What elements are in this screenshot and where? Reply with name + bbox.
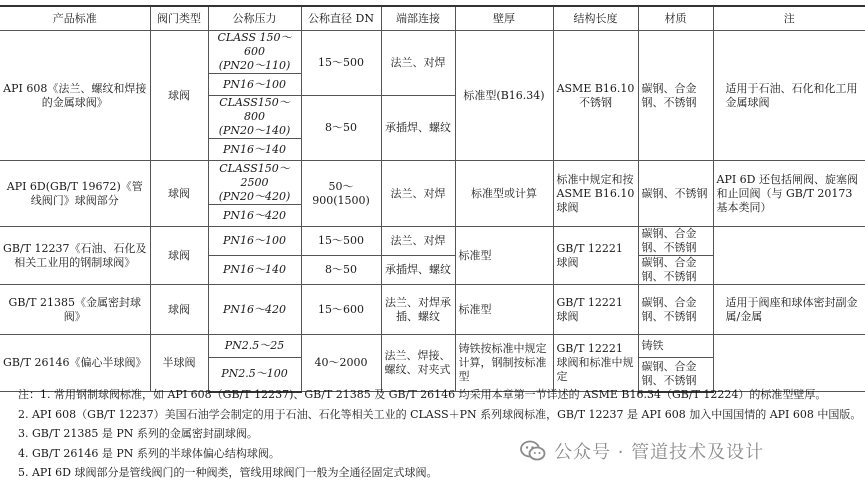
cell-diameter: 40～2000 xyxy=(301,335,381,392)
cell-pressure: PN16～100 xyxy=(208,74,301,96)
note-line: 2. API 608（GB/T 12237）美国石油学会制定的用于石油、石化等相关工业的 CLASS＋PN 系列球阀标准，GB/T 12237 是 API 608 加入中国国情的 API 608 中国版。 xyxy=(18,407,862,421)
cell-pressure xyxy=(208,31,301,74)
table-row xyxy=(0,285,865,335)
cell-wall-thickness: 铸铁按标准中规定计算，钢制按标准型 xyxy=(455,335,553,392)
cell-note: 适用于石油、石化和化工用金属球阀 xyxy=(713,31,865,161)
table-row xyxy=(0,161,865,205)
cell-wall-thickness: 标准型 xyxy=(455,227,553,285)
table-row xyxy=(0,335,865,358)
header-end-connection: 端部连接 xyxy=(381,6,455,31)
cell-structure-length: GB/T 12221 球阀和标准中规定 xyxy=(553,335,638,392)
cell-diameter: 8～50 xyxy=(301,96,381,161)
cell-standard: GB/T 21385《金属密封球阀》 xyxy=(0,285,150,335)
note-line: 4. GB/T 26146 是 PN 系列的半球体偏心结构球阀。 xyxy=(18,446,280,460)
cell-structure-length: GB/T 12221 球阀 xyxy=(553,227,638,285)
note-line: 注：1. 常用钢制球阀标准，如 API 608（GB/T 12237)、GB/T 21385 及 GB/T 26146 均采用本章第一节详述的 ASME B16.34（GB/T 12224）的标准型壁厚。 xyxy=(18,388,827,401)
note-line: 3. GB/T 21385 是 PN 系列的金属密封副球阀。 xyxy=(18,427,258,440)
cell-standard: API 608《法兰、螺纹和焊接的金属球阀》 xyxy=(0,31,150,161)
table-header-row xyxy=(0,6,865,31)
cell-valve-type: 球阀 xyxy=(150,285,208,335)
cell-material: 碳钢、不锈钢 xyxy=(638,161,713,227)
cell-end-connection: 法兰、对焊 xyxy=(381,31,455,96)
header-valve-type: 阀门类型 xyxy=(150,6,208,31)
cell-end-connection: 承插焊、螺纹 xyxy=(381,96,455,161)
table-notes xyxy=(18,385,862,483)
cell-standard: API 6D(GB/T 19672)《管线阀门》球阀部分 xyxy=(0,161,150,227)
cell-pressure: PN16～140 xyxy=(208,256,301,285)
cell-pressure xyxy=(208,161,301,205)
cell-end-connection: 法兰、对焊承插、螺纹 xyxy=(381,285,455,335)
cell-diameter: 8～50 xyxy=(301,256,381,285)
cell-diameter: 50～900(1500) xyxy=(301,161,381,227)
cell-note xyxy=(713,227,865,285)
cell-note xyxy=(713,335,865,392)
cell-diameter: 15～500 xyxy=(301,227,381,256)
pressure-class: CLASS150～2500 xyxy=(219,161,290,189)
cell-diameter: 15～500 xyxy=(301,31,381,96)
cell-pressure: PN2.5～25 xyxy=(208,335,301,358)
cell-standard: GB/T 12237《石油、石化及相关工业用的钢制球阀》 xyxy=(0,227,150,285)
cell-end-connection: 法兰、对焊 xyxy=(381,227,455,256)
pressure-pn: (PN20～140) xyxy=(218,124,291,137)
cell-material: 碳钢、合金钢、不锈钢 xyxy=(638,285,713,335)
wechat-icon xyxy=(520,440,546,462)
cell-wall-thickness: 标准型 xyxy=(455,285,553,335)
header-material: 材质 xyxy=(638,6,713,31)
cell-material: 碳钢、合金钢、不锈钢 xyxy=(638,358,713,392)
cell-wall-thickness: 标准型(B16.34) xyxy=(455,31,553,161)
cell-material: 碳钢、合金钢、不锈钢 xyxy=(638,256,713,285)
cell-pressure: PN16～140 xyxy=(208,139,301,161)
cell-material: 铸铁 xyxy=(638,335,713,358)
header-standard: 产品标准 xyxy=(0,6,150,31)
cell-material: 碳钢、合金钢、不锈钢 xyxy=(638,227,713,256)
cell-structure-length: ASME B16.10 不锈钢 xyxy=(553,31,638,161)
cell-pressure: PN16～420 xyxy=(208,285,301,335)
cell-note: API 6D 还包括闸阀、旋塞阀和止回阀（与 GB/T 20173 基本类同） xyxy=(713,161,865,227)
cell-note: 适用于阀座和球体密封副金属/金属 xyxy=(713,285,865,335)
table-row xyxy=(0,227,865,256)
table-row xyxy=(0,31,865,74)
cell-valve-type: 球阀 xyxy=(150,161,208,227)
cell-structure-length: 标准中规定和按 ASME B16.10 球阀 xyxy=(553,161,638,227)
cell-material: 碳钢、合金钢、不锈钢 xyxy=(638,31,713,161)
cell-end-connection: 法兰、焊接、螺纹、对夹式 xyxy=(381,335,455,392)
header-wall-thickness: 壁厚 xyxy=(455,6,553,31)
pressure-pn: (PN20～420) xyxy=(218,189,291,203)
pressure-class: CLASS 150～600 xyxy=(217,31,292,58)
cell-pressure: PN16～100 xyxy=(208,227,301,256)
pressure-pn: (PN20～110) xyxy=(218,59,291,72)
cell-pressure xyxy=(208,96,301,139)
cell-valve-type: 半球阀 xyxy=(150,335,208,392)
valve-standards-table xyxy=(0,5,865,393)
note-line: 5. API 6D 球阀部分是管线阀门的一种阀类，管线用球阀门一般为全通径固定式球阀。 xyxy=(18,466,438,479)
watermark-text: 公众号 · 管道技术及设计 xyxy=(554,442,765,463)
watermark xyxy=(520,438,764,464)
header-structure-length: 结构长度 xyxy=(553,6,638,31)
pressure-class: CLASS150～800 xyxy=(219,96,290,123)
header-pressure: 公称压力 xyxy=(208,6,301,31)
cell-wall-thickness: 标准型或计算 xyxy=(455,161,553,227)
cell-end-connection: 承插焊、螺纹 xyxy=(381,256,455,285)
cell-valve-type: 球阀 xyxy=(150,31,208,161)
cell-valve-type: 球阀 xyxy=(150,227,208,285)
cell-diameter: 15～600 xyxy=(301,285,381,335)
cell-pressure: PN2.5～100 xyxy=(208,358,301,392)
header-note: 注 xyxy=(713,6,865,31)
cell-pressure: PN16～420 xyxy=(208,205,301,227)
header-diameter: 公称直径 DN xyxy=(301,6,381,31)
cell-structure-length: GB/T 12221 球阀 xyxy=(553,285,638,335)
cell-standard: GB/T 26146《偏心半球阀》 xyxy=(0,335,150,392)
cell-end-connection: 法兰、对焊 xyxy=(381,161,455,227)
